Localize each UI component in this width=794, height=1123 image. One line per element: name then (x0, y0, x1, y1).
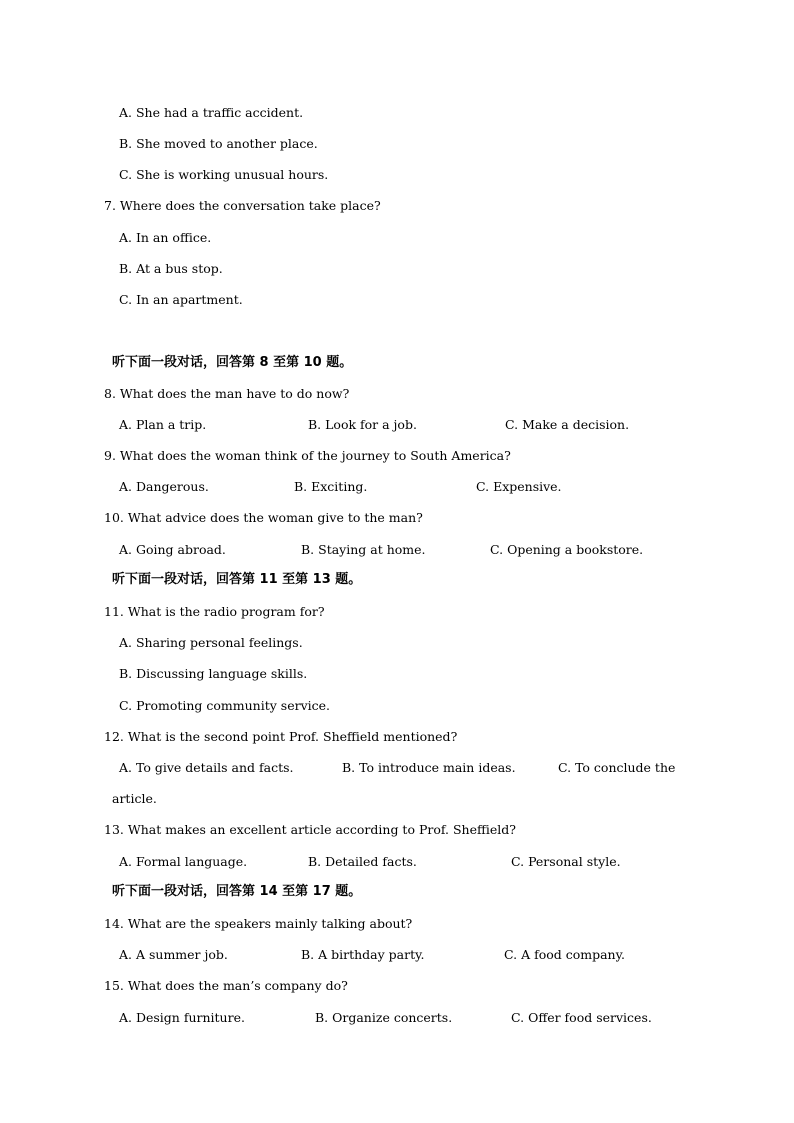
q13-option-b: B. Detailed facts. (308, 854, 417, 869)
q8-option-b: B. Look for a job. (308, 417, 417, 432)
q6-option-c: C. She is working unusual hours. (119, 167, 329, 182)
q11-option-c: C. Promoting community service. (119, 698, 331, 713)
q6-option-b: B. She moved to another place. (119, 136, 318, 151)
q13-question: 13. What makes an excellent article according to Prof. Sheffield? (104, 822, 516, 837)
q9-option-a: A. Dangerous. (119, 479, 209, 494)
section-heading-8-10: 听下面一段对话，回答第 8 至第 10 题。 (112, 355, 353, 370)
q12-question: 12. What is the second point Prof. Sheffield mentioned? (104, 729, 458, 744)
q13-option-a: A. Formal language. (119, 854, 248, 869)
q9-option-b: B. Exciting. (294, 479, 368, 494)
q12-option-c: C. To conclude the (558, 760, 676, 775)
q15-option-c: C. Offer food services. (511, 1010, 652, 1025)
q12-option-a: A. To give details and facts. (119, 760, 294, 775)
q12-option-b: B. To introduce main ideas. (342, 760, 516, 775)
q9-question: 9. What does the woman think of the journey to South America? (104, 448, 511, 463)
q14-question: 14. What are the speakers mainly talking about? (104, 916, 413, 931)
q8-option-c: C. Make a decision. (505, 417, 630, 432)
q10-option-c: C. Opening a bookstore. (490, 542, 644, 557)
q7-option-b: B. At a bus stop. (119, 261, 223, 276)
q14-option-b: B. A birthday party. (301, 947, 425, 962)
q13-option-c: C. Personal style. (511, 854, 621, 869)
q10-option-a: A. Going abroad. (119, 542, 226, 557)
q15-question: 15. What does the man’s company do? (104, 978, 348, 993)
q10-question: 10. What advice does the woman give to the man? (104, 510, 423, 525)
section-heading-14-17: 听下面一段对话，回答第 14 至第 17 题。 (112, 884, 362, 899)
q11-question: 11. What is the radio program for? (104, 604, 325, 619)
q7-question: 7. Where does the conversation take place? (104, 198, 381, 213)
q11-option-b: B. Discussing language skills. (119, 666, 308, 681)
q6-option-a: A. She had a traffic accident. (119, 105, 304, 120)
q12-option-c-continued: article. (112, 791, 157, 806)
q15-option-a: A. Design furniture. (119, 1010, 245, 1025)
q8-question: 8. What does the man have to do now? (104, 386, 350, 401)
q7-option-c: C. In an apartment. (119, 292, 243, 307)
q11-option-a: A. Sharing personal feelings. (119, 635, 303, 650)
q10-option-b: B. Staying at home. (301, 542, 426, 557)
section-heading-11-13: 听下面一段对话，回答第 11 至第 13 题。 (112, 572, 362, 587)
q8-option-a: A. Plan a trip. (119, 417, 207, 432)
q15-option-b: B. Organize concerts. (315, 1010, 453, 1025)
q14-option-c: C. A food company. (504, 947, 625, 962)
q14-option-a: A. A summer job. (119, 947, 228, 962)
q7-option-a: A. In an office. (119, 230, 212, 245)
q9-option-c: C. Expensive. (476, 479, 562, 494)
